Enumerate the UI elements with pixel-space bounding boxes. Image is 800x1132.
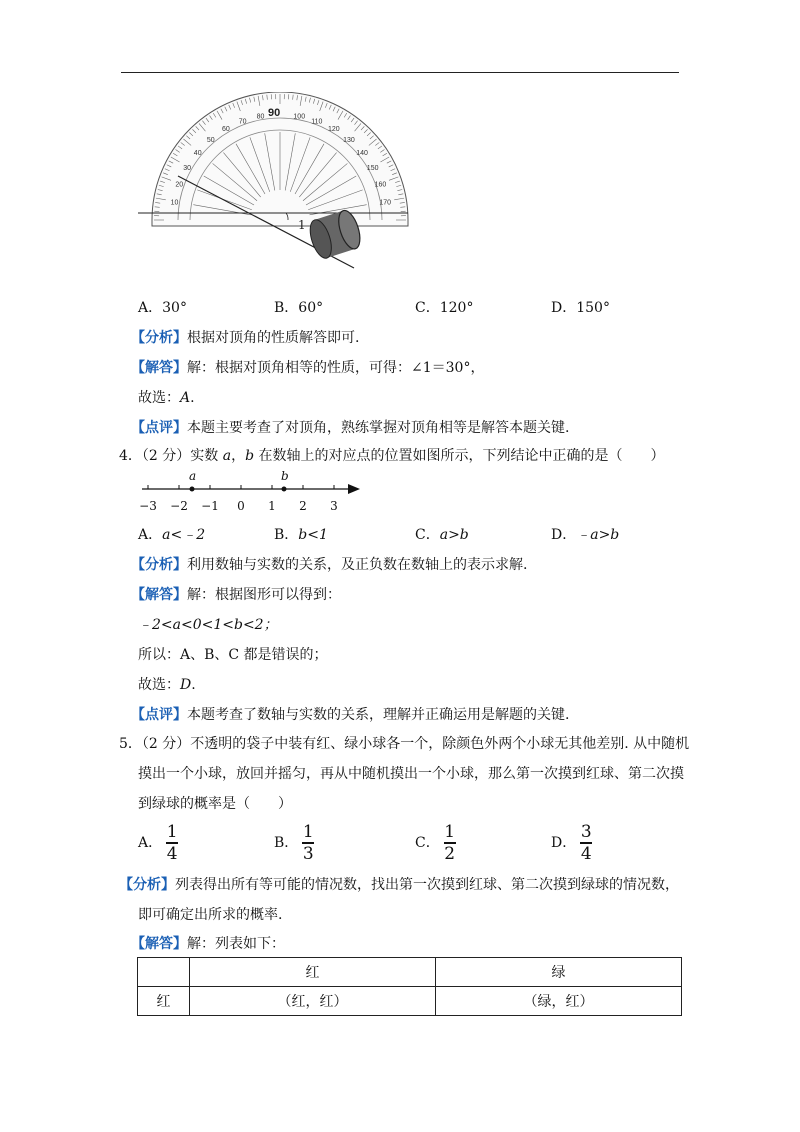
q4-analysis: 【分析】利用数轴与实数的关系，及正负数在数轴上的表示求解. <box>131 557 528 573</box>
probability-table <box>137 957 682 1016</box>
svg-text:30: 30 <box>183 165 191 172</box>
number-line <box>138 465 368 515</box>
tick-label: 0 <box>237 499 245 513</box>
q5-choice-a: A． $\frac{1}{4}$ <box>138 822 178 864</box>
q5-choice-b: B． $\frac{1}{3}$ <box>274 822 314 864</box>
point-label-a: a <box>189 469 197 483</box>
svg-text:170: 170 <box>379 199 392 207</box>
q5-stem-line1: 5．（2 分）不透明的袋子中装有红、绿小球各一个，除颜色外两个小球无其他差别. 从中随机 <box>119 736 690 752</box>
table-cell: 绿 <box>435 958 681 987</box>
q5-stem-line2: 摸出一个小球，放回并摇匀，再从中随机摸出一个小球，那么第一次摸到红球、第二次摸 <box>138 766 684 782</box>
table-cell: 红 <box>189 958 435 987</box>
q4-conclusion: 所以：A、B、C 都是错误的； <box>138 647 328 663</box>
q4-stem: 4．（2 分）实数 a，b 在数轴上的对应点的位置如图所示，下列结论中正确的是（ ） <box>119 448 665 464</box>
q3-choose: 故选：A. <box>138 390 195 406</box>
svg-text:140: 140 <box>356 149 368 157</box>
q4-choice-a: A．a<﹣2 <box>138 527 206 543</box>
svg-text:20: 20 <box>175 181 184 189</box>
tick-label: 1 <box>268 499 276 513</box>
table-cell: （红，红） <box>189 987 435 1016</box>
q3-analysis: 【分析】根据对顶角的性质解答即可. <box>131 330 360 346</box>
svg-text:100: 100 <box>293 113 306 121</box>
svg-text:50: 50 <box>206 136 215 144</box>
q3-choice-b: B．60° <box>274 300 324 316</box>
tick-label: −2 <box>170 499 188 513</box>
svg-text:160: 160 <box>374 181 387 189</box>
q5-stem-line3: 到绿球的概率是（ ） <box>138 796 292 812</box>
point-label-b: b <box>281 469 289 483</box>
svg-text:40: 40 <box>193 149 202 157</box>
q3-comment: 【点评】本题主要考查了对顶角，熟练掌握对顶角相等是解答本题关键. <box>131 420 570 436</box>
svg-text:90: 90 <box>268 107 281 119</box>
table-cell: 红 <box>138 987 190 1016</box>
svg-text:110: 110 <box>311 118 323 126</box>
svg-text:80: 80 <box>256 113 265 121</box>
table-row <box>138 958 682 987</box>
q4-answer: 【解答】解：根据图形可以得到： <box>131 587 341 603</box>
q4-choice-d: D．﹣a>b <box>551 527 620 543</box>
svg-text:60: 60 <box>222 126 230 134</box>
q3-choice-a: A．30° <box>138 300 187 316</box>
svg-text:150: 150 <box>366 165 379 172</box>
q4-choice-c: C．a>b <box>415 527 469 543</box>
q4-choose: 故选：D. <box>138 677 196 693</box>
tick-label: −3 <box>139 499 157 513</box>
protractor-figure <box>138 92 423 270</box>
svg-text:130: 130 <box>343 136 355 144</box>
q4-comment: 【点评】本题考查了数轴与实数的关系，理解并正确运用是解题的关键. <box>131 707 570 723</box>
q3-answer: 【解答】解：根据对顶角相等的性质，可得：∠1＝30°， <box>131 360 485 376</box>
q5-choice-d: D． $\frac{3}{4}$ <box>551 822 592 864</box>
angle-label: 1 <box>298 218 306 232</box>
q3-choice-c: C．120° <box>415 300 474 316</box>
q5-analysis-line2: 即可确定出所求的概率. <box>138 907 283 923</box>
svg-text:70: 70 <box>238 118 247 126</box>
header-rule <box>121 72 679 73</box>
table-cell: （绿，红） <box>435 987 681 1016</box>
q5-choice-c: C． $\frac{1}{2}$ <box>415 822 456 864</box>
q4-choice-b: B．b<1 <box>274 527 328 543</box>
svg-text:120: 120 <box>328 126 340 134</box>
q5-answer: 【解答】解：列表如下： <box>131 936 285 952</box>
tick-label: 3 <box>330 499 338 513</box>
table-row <box>138 987 682 1016</box>
svg-text:10: 10 <box>170 199 179 207</box>
tick-label: −1 <box>201 499 219 513</box>
q4-inequality: ﹣2<a<0<1<b<2； <box>138 617 278 633</box>
tick-label: 2 <box>299 499 307 513</box>
q3-choice-d: D．150° <box>551 300 610 316</box>
q5-analysis-line1: 【分析】列表得出所有等可能的情况数，找出第一次摸到红球、第二次摸到绿球的情况数， <box>119 877 679 893</box>
table-cell <box>138 958 190 987</box>
